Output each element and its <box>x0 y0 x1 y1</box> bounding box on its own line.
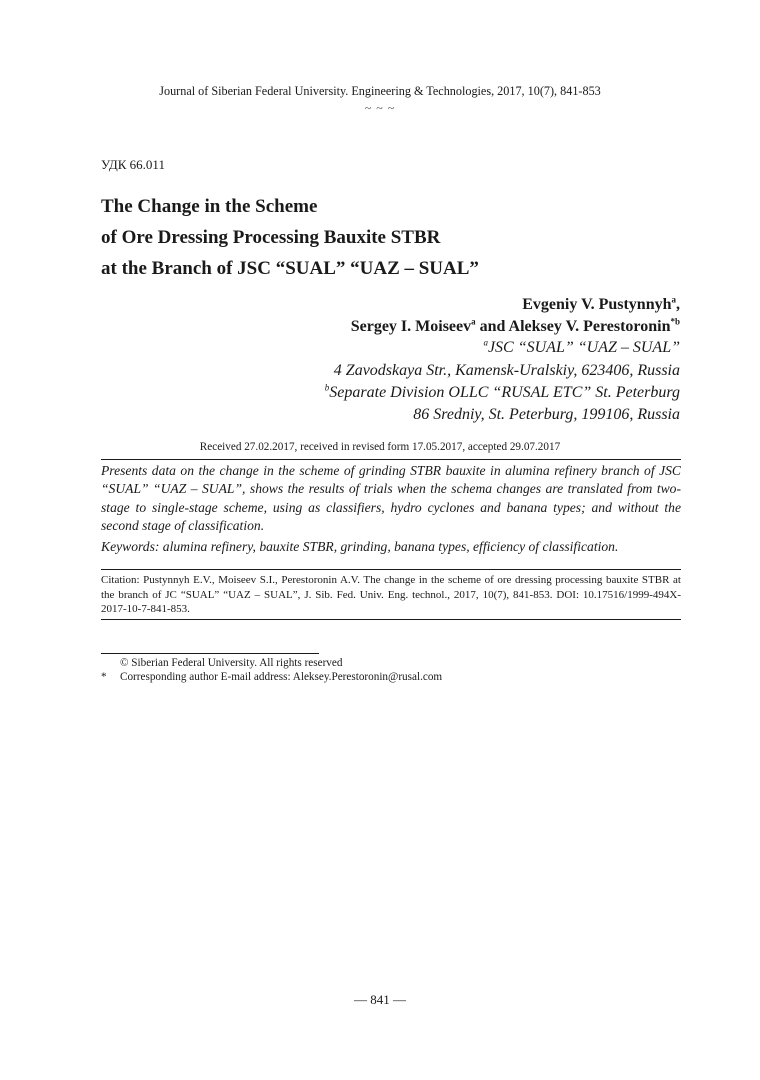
abstract: Presents data on the change in the scheme of grinding STBR bauxite in alumina refinery branch of JSC “SUAL” “UAZ – SUAL”, shows the results of trials when the schema changes are translated from two-stage to single-stage scheme, using as classifiers, hydro cyclones and banana types; and without the second stage of classification. <box>101 463 681 533</box>
author-affiliation-mark: *b <box>670 316 680 327</box>
article-title-line-3: at the Branch of JSC “SUAL” “UAZ – SUAL” <box>101 258 479 279</box>
keywords: Keywords: alumina refinery, bauxite STBR, grinding, banana types, efficiency of classification. <box>101 539 619 554</box>
author-line-2 <box>351 318 680 336</box>
author-name: Sergey I. Moiseev <box>350 318 472 335</box>
author-conjunction: and <box>475 318 509 335</box>
affiliation-a-line-2: 4 Zavodskaya Str., Kamensk-Uralskiy, 623406, Russia <box>333 362 680 379</box>
affiliation-mark: a <box>483 337 488 348</box>
affiliation-b-line-1 <box>325 384 680 402</box>
header-ornament: ~ ~ ~ <box>364 101 396 115</box>
udk-code: УДК 66.011 <box>101 157 165 172</box>
divider <box>101 459 681 460</box>
author-name: Evgeniy V. Pustynnyh <box>522 296 672 313</box>
affiliation-text: Separate Division OLLC “RUSAL ETC” St. Peterburg <box>329 384 680 401</box>
footnote-mark: * <box>101 671 107 683</box>
article-title-line-1: The Change in the Scheme <box>101 196 318 217</box>
footnote-divider <box>101 653 319 654</box>
page-number: — 841 — <box>354 992 406 1007</box>
footnote-copyright <box>101 657 342 669</box>
affiliation-mark: b <box>324 382 330 393</box>
article-title-line-2: of Ore Dressing Processing Bauxite STBR <box>101 227 441 248</box>
divider <box>101 619 681 620</box>
author-line-1 <box>522 296 680 314</box>
author-affiliation-mark: a <box>471 316 476 327</box>
footnote-text: Corresponding author E-mail address: Aleksey.Perestoronin@rusal.com <box>120 671 443 683</box>
citation: Citation: Pustynnyh E.V., Moiseev S.I., Perestoronin A.V. The change in the scheme of ore dressing processing bauxite STBR at the branch of JC “SUAL” “UAZ – SUAL”, J. Sib. Fed. Univ. Eng. technol., 2017, 10(7), 841-853. DOI: 10.17516/1999-494X-2017-10-7-841-853. <box>101 574 681 616</box>
footnote-text: © Siberian Federal University. All rights reserved <box>120 657 343 669</box>
affiliation-text: JSC “SUAL” “UAZ – SUAL” <box>487 339 680 356</box>
author-separator: , <box>676 296 680 313</box>
received-dates: Received 27.02.2017, received in revised form 17.05.2017, accepted 29.07.2017 <box>199 441 561 453</box>
author-affiliation-mark: a <box>671 294 676 305</box>
affiliation-b-line-2: 86 Sredniy, St. Peterburg, 199106, Russia <box>413 406 680 423</box>
affiliation-a-line-1 <box>483 339 680 357</box>
journal-header: Journal of Siberian Federal University. Engineering & Technologies, 2017, 10(7), 841-853 <box>159 84 601 98</box>
author-name: Aleksey V. Perestoronin <box>508 318 671 335</box>
divider <box>101 569 681 570</box>
footnote-corresponding-author <box>101 671 442 683</box>
